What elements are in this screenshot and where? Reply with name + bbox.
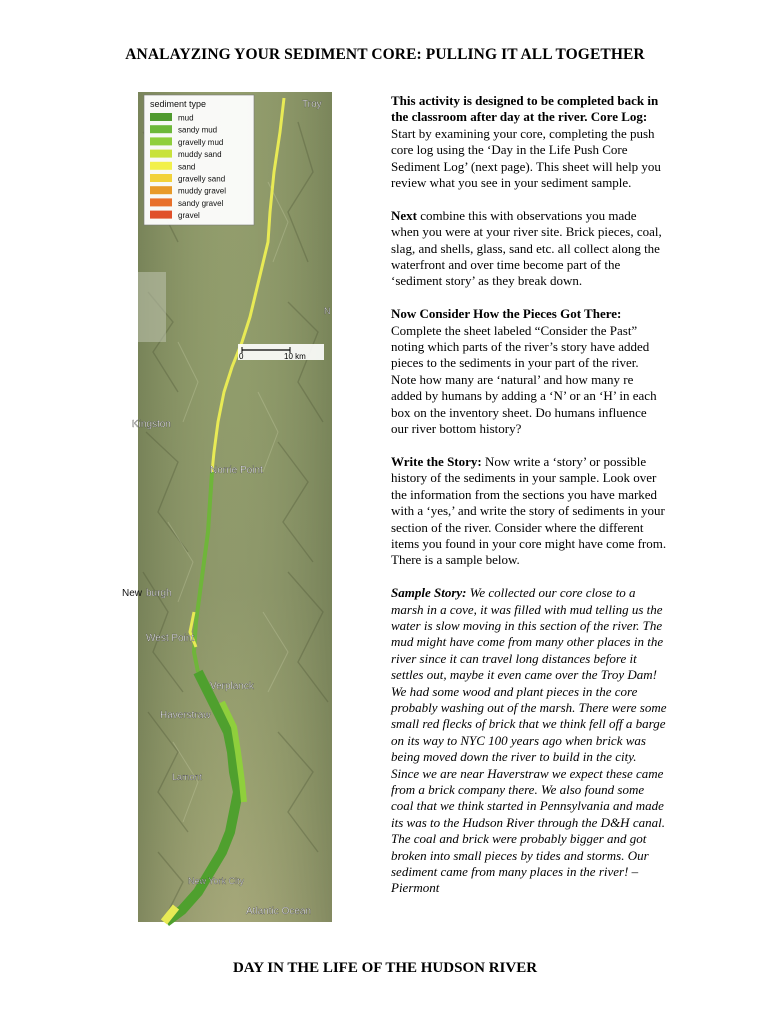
legend-swatch-1 — [150, 125, 172, 133]
page-footer: DAY IN THE LIFE OF THE HUDSON RIVER — [232, 960, 538, 976]
next-label: Next — [391, 207, 417, 223]
legend-swatch-6 — [150, 186, 172, 194]
sample-label: Sample Story: — [391, 585, 467, 601]
core-log-label: Core Log: — [590, 109, 648, 125]
label-newburgh-burgh: burgh — [146, 588, 172, 599]
intro-bold-text: This activity is designed to be completed back in the classroom after day at the river. — [391, 93, 659, 125]
legend-label-4: sand — [178, 162, 196, 172]
label-verplanck: Verplanck — [210, 681, 254, 692]
legend-label-8: gravel — [178, 211, 200, 221]
legend-heading: sediment type — [150, 99, 207, 109]
consider-paragraph — [391, 306, 667, 437]
label-newburgh-new: New — [122, 588, 143, 599]
label-lamont: Lamont — [172, 772, 203, 782]
scale-zero-label: 0 — [239, 352, 244, 361]
core-log-text: Start by examining your core, completing the push core log using the ‘Day in the Life Push Core Sediment Log’ (next page). This sheet will help you review what you see in your sediment sample. — [391, 125, 661, 191]
label-norrie-point: Norrie Point — [210, 465, 263, 476]
legend-label-1: sandy mud — [178, 125, 218, 135]
sediment-legend — [144, 95, 254, 225]
legend-swatch-3 — [150, 150, 172, 158]
legend-swatch-0 — [150, 113, 172, 121]
legend-label-0: mud — [178, 113, 194, 123]
legend-swatch-8 — [150, 211, 172, 219]
label-haverstraw: Haverstraw — [160, 710, 211, 721]
label-north: N — [324, 306, 331, 316]
label-new-york-city: New York City — [188, 876, 245, 886]
write-label: Write the Story: — [391, 453, 482, 469]
label-atlantic-ocean: Atlantic Ocean — [246, 906, 312, 917]
scale-ten-label: 10 km — [284, 352, 306, 361]
intro-paragraph — [391, 93, 667, 191]
page-title: ANALAYZING YOUR SEDIMENT CORE: PULLING IT ALL TOGETHER — [125, 46, 645, 63]
legend-label-3: muddy sand — [178, 150, 222, 160]
legend-swatch-2 — [150, 137, 172, 145]
scale-bar — [238, 344, 324, 361]
legend-swatch-4 — [150, 162, 172, 170]
legend-label-6: muddy gravel — [178, 186, 227, 196]
write-paragraph — [391, 454, 667, 569]
next-text: combine this with observations you made when you were at your river site. Brick pieces, coal, slag, and shells, glass, sand etc. all collect along the waterfront and over time become part of the ‘sediment story’ as they break down. — [391, 207, 662, 289]
sample-text: We collected our core close to a marsh in a cove, it was filled with mud telling us the water is slow moving in this section of the river. The mud might have come from many other places in the river since it can travel long distances before it settles out, maybe it even came over the Troy Dam! We had some wood and plant pieces in the core probably washing out of the marsh. There were some small red flecks of brick that we think fell off a barge on its way to NYC 100 years ago when brick was being moved down the river to build in the city. Since we are near Haverstraw we expect these came from a brick company there. We also found some coal that we think started in Pennsylvania and made its was to the Hudson River through the D&H canal. The coal and brick were probably bigger and got broken into small pieces by tides and storms. Our sediment came from many places in the river! –Piermont — [391, 585, 667, 896]
hudson-sediment-map — [122, 92, 332, 922]
instructions-column — [391, 93, 667, 913]
legend-label-2: gravelly mud — [178, 137, 224, 147]
label-kingston: Kingston — [132, 419, 171, 430]
label-west-point: West Point — [146, 633, 195, 644]
legend-swatch-5 — [150, 174, 172, 182]
write-text: Now write a ‘story’ or possible history of the sediments in your sample. Look over the information from the sections you have marked with a ‘yes,’ and write the story of sediments in your section of the river. Consider where the different items you found in your core might have come from. There is a sample below. — [391, 453, 667, 568]
legend-label-7: sandy gravel — [178, 198, 224, 208]
label-troy: Troy — [302, 99, 322, 110]
legend-swatch-7 — [150, 198, 172, 206]
legend-label-5: gravelly sand — [178, 174, 226, 184]
consider-label: Now Consider How the Pieces Got There: — [391, 306, 622, 322]
consider-text: Complete the sheet labeled “Consider the Past” noting which parts of the river’s story have added pieces to the sediments in your part of the river. Note how many are ‘natural’ and how many re added by humans by adding a ‘N’ or an ‘H’ in each box on the inventory sheet. Do humans influence our river bottom history? — [391, 322, 657, 437]
sample-story-paragraph — [391, 585, 667, 897]
next-paragraph — [391, 208, 667, 290]
